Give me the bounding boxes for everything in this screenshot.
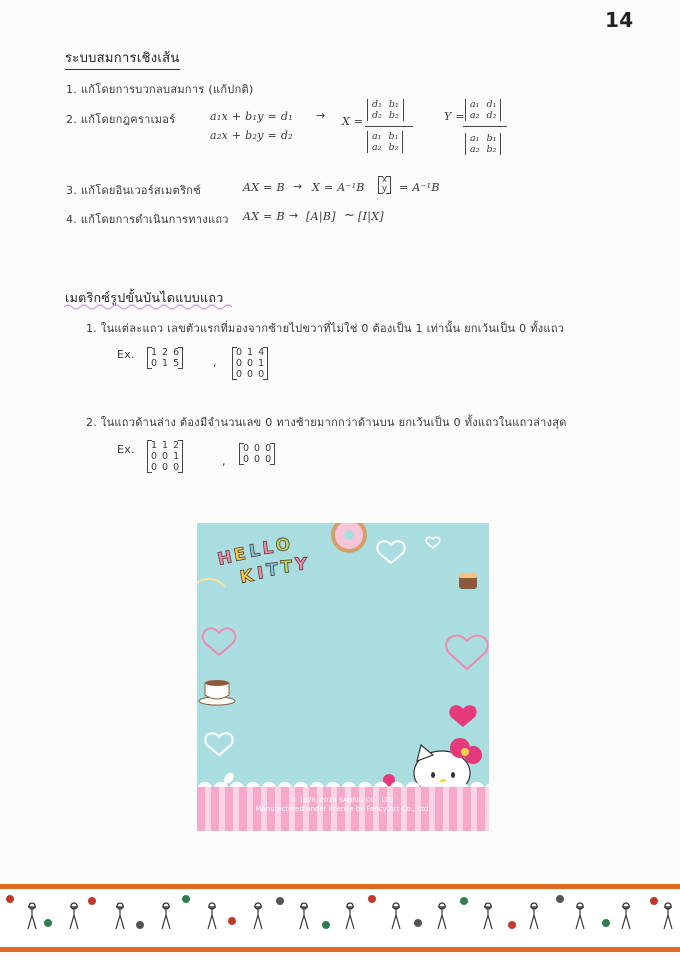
hello-kitty-sticker bbox=[197, 523, 489, 831]
wavy-underline bbox=[64, 303, 234, 311]
ex1-matrix-a bbox=[147, 347, 183, 369]
heart-outline-icon bbox=[377, 541, 404, 563]
matrix-entry: 0 bbox=[254, 443, 261, 454]
coffee-cup-icon bbox=[199, 680, 235, 705]
cramer-eq2: a₂x + b₂y = d₂ bbox=[210, 129, 293, 142]
item-text: แก้โดยอินเวอร์สเมตริกซ์ bbox=[80, 184, 202, 197]
matrix-entry: 1 bbox=[151, 440, 158, 451]
matrix-entry: 0 bbox=[265, 454, 272, 465]
section1-title: ระบบสมการเชิงเส้น bbox=[65, 47, 180, 70]
det-entry: b₁ bbox=[388, 131, 399, 142]
rule-text: ในแต่ละแถว เลขตัวแรกที่มองจากซ้ายไปขวาที่ไม่ใช่ 0 ต้องเป็น 1 เท่านั้น ยกเว้นเป็น 0 ทั้งแถว bbox=[100, 322, 565, 335]
heart-outline-icon bbox=[426, 537, 440, 548]
det-entry: b₁ bbox=[388, 99, 399, 110]
matrix-entry: 2 bbox=[162, 347, 169, 358]
section2-title: เมตริกซ์รูปขั้นบันไดแบบแถว bbox=[65, 290, 224, 305]
ex1-label: Ex. bbox=[117, 348, 135, 361]
svg-text:E: E bbox=[232, 544, 248, 566]
ex1-matrix-b bbox=[232, 347, 268, 380]
heart-outline-icon bbox=[446, 636, 488, 669]
heart-icon bbox=[449, 705, 476, 727]
ex2-matrix-b bbox=[239, 443, 275, 465]
heart-outline-icon bbox=[205, 733, 232, 755]
section1-item-3 bbox=[66, 181, 201, 199]
donut-icon bbox=[331, 523, 367, 553]
tape-pattern bbox=[0, 889, 680, 937]
matrix-entry: 1 bbox=[162, 358, 169, 369]
cramer-y-numerator-determinant bbox=[465, 99, 501, 121]
tape-figures bbox=[28, 903, 672, 929]
det-entry: b₂ bbox=[388, 110, 399, 121]
rowops-arrow: → bbox=[289, 209, 299, 222]
page-number: 14 bbox=[605, 8, 634, 32]
rowops-result: [I|X] bbox=[358, 210, 384, 223]
det-entry: d₁ bbox=[372, 99, 382, 110]
svg-text:O: O bbox=[274, 535, 291, 556]
section1-item-2 bbox=[66, 110, 175, 128]
cramer-x-numerator-determinant bbox=[367, 99, 404, 121]
item-number: 2. bbox=[66, 113, 78, 126]
rule-text: ในแถวด้านล่าง ต้องมีจำนวนเลข 0 ทางซ้ายมากกว่าด้านบน ยกเว้นเป็น 0 ทั้งแถวในแถวล่างสุด bbox=[100, 416, 567, 429]
det-entry: d₂ bbox=[372, 110, 382, 121]
rowops-eq: AX = B bbox=[243, 210, 285, 223]
matrix-entry: 0 bbox=[236, 358, 243, 369]
item-number: 1. bbox=[66, 83, 78, 96]
item-number: 4. bbox=[66, 213, 78, 226]
cramer-arrow: → bbox=[316, 109, 326, 122]
ex1-comma: , bbox=[213, 356, 217, 369]
vector-entry: x bbox=[382, 175, 388, 185]
matrix-entry: 0 bbox=[162, 462, 169, 473]
section1-item-4 bbox=[66, 210, 229, 228]
item-text: แก้โดยการบวกลบสมการ (แก้ปกติ) bbox=[80, 83, 254, 96]
rule-number: 1. bbox=[86, 322, 98, 335]
matrix-entry: 0 bbox=[151, 462, 158, 473]
matrix-entry: 1 bbox=[173, 451, 180, 462]
matrix-entry: 0 bbox=[151, 358, 158, 369]
svg-text:L: L bbox=[261, 537, 275, 559]
det-entry: b₂ bbox=[388, 142, 399, 153]
det-entry: a₁ bbox=[372, 131, 382, 142]
svg-text:Y: Y bbox=[294, 554, 308, 575]
matrix-entry: 0 bbox=[247, 358, 254, 369]
matrix-entry: 5 bbox=[173, 358, 180, 369]
det-entry: a₁ bbox=[470, 99, 480, 110]
hello-kitty-logo bbox=[216, 535, 308, 588]
ex2-matrix-a bbox=[147, 440, 183, 473]
matrix-entry: 4 bbox=[258, 347, 265, 358]
svg-text:T: T bbox=[279, 557, 293, 578]
cake-icon bbox=[459, 573, 477, 589]
matrix-entry: 1 bbox=[258, 358, 265, 369]
det-entry: b₂ bbox=[486, 144, 497, 155]
cramer-y-fraction-bar bbox=[463, 126, 507, 127]
inverse-eq-c: = A⁻¹B bbox=[399, 181, 440, 194]
ex2-label: Ex. bbox=[117, 443, 135, 456]
item-text: แก้โดยการดำเนินการทางแถว bbox=[80, 213, 229, 226]
rule-2 bbox=[86, 413, 567, 431]
vector-entry: y bbox=[382, 184, 388, 194]
washi-tape bbox=[0, 884, 680, 952]
cramer-eq1: a₁x + b₁y = d₁ bbox=[210, 110, 293, 123]
matrix-entry: 1 bbox=[162, 440, 169, 451]
heart-outline-icon bbox=[197, 579, 225, 609]
cramer-y-denominator-determinant bbox=[465, 133, 501, 155]
rowops-augmented: [A|B] bbox=[306, 210, 336, 223]
inverse-eq-a: AX = B bbox=[243, 181, 285, 194]
svg-text:T: T bbox=[265, 559, 280, 581]
matrix-entry: 0 bbox=[151, 451, 158, 462]
svg-text:I: I bbox=[255, 563, 265, 584]
cramer-x-fraction-bar bbox=[365, 126, 413, 127]
inverse-eq-b: X = A⁻¹B bbox=[312, 181, 365, 194]
cramer-x-denominator-determinant bbox=[367, 131, 403, 153]
ex2-comma: , bbox=[222, 455, 226, 468]
matrix-entry: 0 bbox=[236, 347, 243, 358]
cramer-x-label: X = bbox=[342, 115, 364, 128]
det-entry: d₁ bbox=[486, 99, 497, 110]
svg-text:K: K bbox=[238, 565, 255, 588]
xy-vector bbox=[378, 176, 391, 194]
matrix-entry: 0 bbox=[173, 462, 180, 473]
rule-1 bbox=[86, 319, 564, 337]
matrix-entry: 0 bbox=[162, 451, 169, 462]
item-text: แก้โดยกฎคราเมอร์ bbox=[80, 113, 176, 126]
matrix-entry: 1 bbox=[151, 347, 158, 358]
item-number: 3. bbox=[66, 184, 78, 197]
matrix-entry: 0 bbox=[236, 369, 243, 380]
det-entry: a₂ bbox=[372, 142, 382, 153]
rule-number: 2. bbox=[86, 416, 98, 429]
inverse-arrow: → bbox=[293, 180, 303, 193]
heart-outline-icon bbox=[203, 628, 236, 655]
matrix-entry: 0 bbox=[258, 369, 265, 380]
det-entry: d₂ bbox=[486, 110, 497, 121]
matrix-entry: 1 bbox=[247, 347, 254, 358]
det-entry: a₁ bbox=[470, 133, 480, 144]
section1-item-1 bbox=[66, 80, 254, 98]
matrix-entry: 0 bbox=[243, 454, 250, 465]
matrix-entry: 0 bbox=[254, 454, 261, 465]
matrix-entry: 0 bbox=[247, 369, 254, 380]
svg-text:H: H bbox=[215, 547, 234, 570]
rowops-tilde: ∼ bbox=[344, 208, 356, 223]
matrix-entry: 0 bbox=[243, 443, 250, 454]
svg-text:L: L bbox=[247, 540, 262, 562]
copyright-line-1: © 1976, 2018 SANRIO CO., LTD. bbox=[290, 796, 396, 804]
det-entry: a₂ bbox=[470, 144, 480, 155]
matrix-entry: 6 bbox=[173, 347, 180, 358]
cramer-y-label: Y = bbox=[444, 110, 465, 123]
copyright-line-2: Manufactured under licence by Fancy Art Co., Ltd. bbox=[255, 805, 431, 813]
matrix-entry: 2 bbox=[173, 440, 180, 451]
tape-dots bbox=[6, 895, 658, 929]
det-entry: b₁ bbox=[486, 133, 497, 144]
matrix-entry: 0 bbox=[265, 443, 272, 454]
det-entry: a₂ bbox=[470, 110, 480, 121]
